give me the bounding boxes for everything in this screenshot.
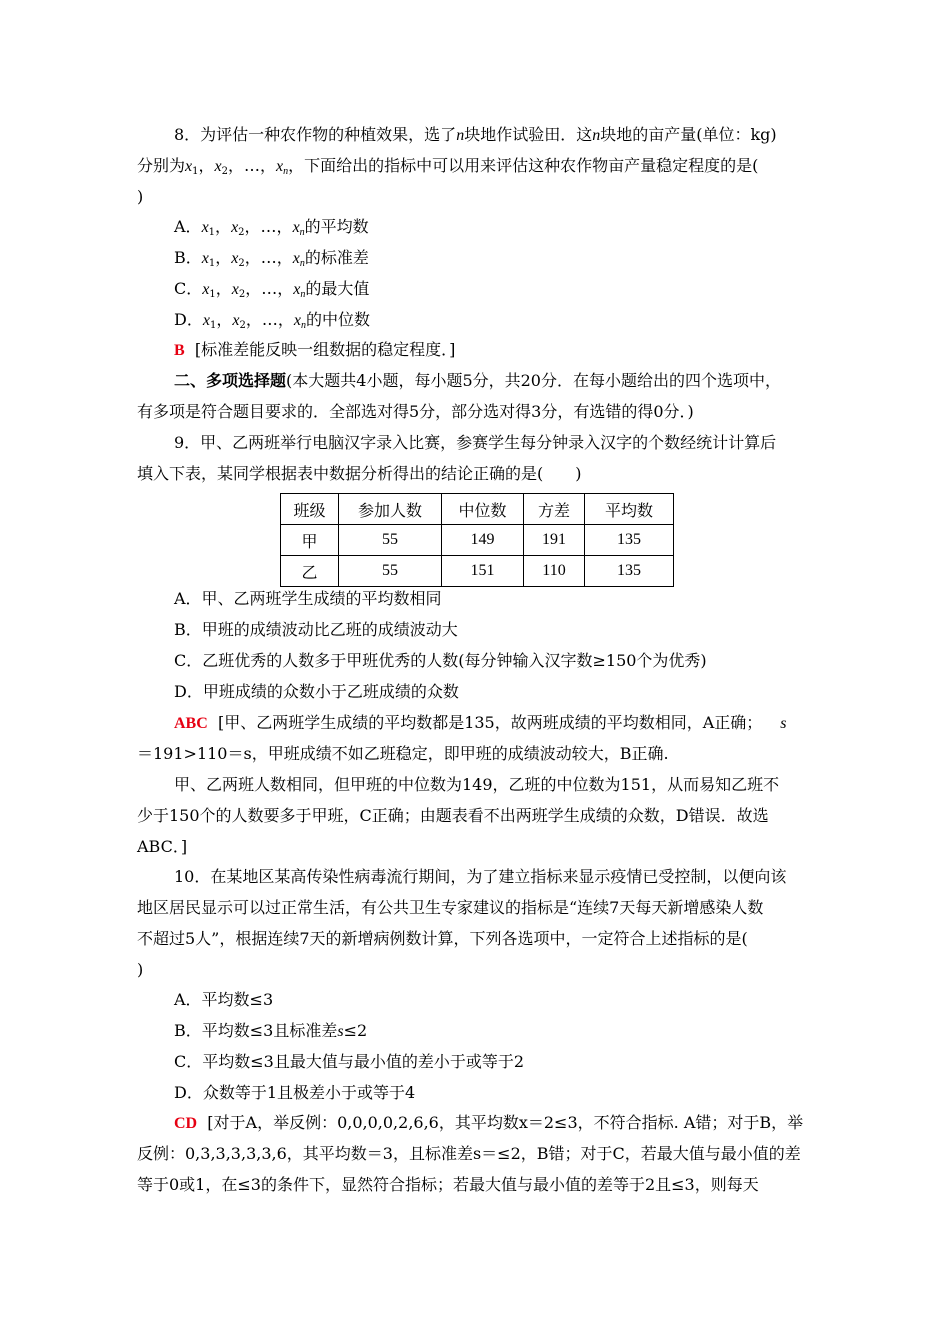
table-header-cell: 方差 bbox=[524, 494, 585, 525]
section2-desc-line-2: 有多项是符合题目要求的．全部选对得5分，部分选对得3分，有选错的得0分．) bbox=[137, 402, 694, 421]
q8-stem-line-2: 分别为$x_1$，$x_2$，…，$x_n$，下面给出的指标中可以用来评估这种农作物亩产量稳定程度的是( bbox=[137, 156, 759, 177]
q10-answer: CD [对于A，举反例：0,0,0,0,2,6,6，其平均数x＝2≤3，不符合指标. A错；对于B，举 bbox=[174, 1113, 804, 1132]
table-cell: 151 bbox=[442, 556, 524, 587]
q9-explanation-line-2: ＝191>110＝s，甲班成绩不如乙班稳定，即甲班的成绩波动较大，B正确. bbox=[137, 744, 669, 763]
q9-answer-letters: ABC bbox=[174, 715, 208, 732]
q10-explanation-line-3: 等于0或1，在≤3的条件下，显然符合指标；若最大值与最小值的差等于2且≤3，则每天 bbox=[137, 1175, 759, 1194]
table-header-cell: 中位数 bbox=[442, 494, 524, 525]
q8-option-a: A．$x_1$，$x_2$，…，$x_n$的平均数 bbox=[174, 217, 369, 238]
q9-stem-line-2: 填入下表，某同学根据表中数据分析得出的结论正确的是( ) bbox=[137, 464, 582, 483]
q8-stem-line-1: 8．为评估一种农作物的种植效果，选了n块地作试验田．这n块地的亩产量(单位：kg) bbox=[174, 125, 777, 144]
table-header-cell: 平均数 bbox=[585, 494, 674, 525]
q9-explanation-line-4: 少于150个的人数要多于甲班，C正确；由题表看不出两班学生成绩的众数，D错误．故选 bbox=[137, 806, 769, 825]
q10-option-a: A．平均数≤3 bbox=[174, 990, 274, 1009]
q10-stem-line-2: 地区居民显示可以过正常生活，有公共卫生专家建议的指标是“连续7天每天新增感染人数 bbox=[137, 898, 764, 917]
table-row bbox=[281, 525, 674, 556]
q8-answer-letter: B bbox=[174, 342, 185, 359]
section2-title: 二、多项选择题 bbox=[174, 371, 287, 390]
q10-answer-letters: CD bbox=[174, 1115, 198, 1132]
q10-option-b: B．平均数≤3且标准差s≤2 bbox=[174, 1021, 368, 1040]
q9-option-c: C．乙班优秀的人数多于甲班优秀的人数(每分钟输入汉字数≥150个为优秀) bbox=[174, 651, 707, 670]
q10-stem-line-3: 不超过5人”，根据连续7天的新增病例数计算，下列各选项中，一定符合上述指标的是( bbox=[137, 929, 748, 948]
q9-option-d: D．甲班成绩的众数小于乙班成绩的众数 bbox=[174, 682, 459, 701]
table-cell: 149 bbox=[442, 525, 524, 556]
section2-heading: 二、多项选择题(本大题共4小题，每小题5分，共20分．在每小题给出的四个选项中， bbox=[174, 371, 781, 390]
table-cell: 55 bbox=[339, 525, 442, 556]
q8-explanation: [标准差能反映一组数据的稳定程度．] bbox=[194, 340, 456, 359]
q9-option-a: A．甲、乙两班学生成绩的平均数相同 bbox=[174, 589, 442, 608]
q8-option-c: C．$x_1$，$x_2$，…，$x_n$的最大值 bbox=[174, 279, 370, 300]
q10-explanation-line-2: 反例：0,3,3,3,3,3,6，其平均数＝3，且标准差s＝≤2，B错；对于C，若最大值与最小值的差 bbox=[137, 1144, 801, 1163]
table-row bbox=[281, 556, 674, 587]
table-cell: 191 bbox=[524, 525, 585, 556]
q9-stem-line-1: 9．甲、乙两班举行电脑汉字录入比赛，参赛学生每分钟录入汉字的个数经统计计算后 bbox=[174, 433, 777, 452]
q10-option-d: D．众数等于1且极差小于或等于4 bbox=[174, 1083, 416, 1102]
q10-stem-line-4: ) bbox=[137, 960, 144, 979]
q8-stem-line-3: ) bbox=[137, 187, 144, 206]
table-cell: 乙 bbox=[281, 556, 339, 587]
q10-option-c: C．平均数≤3且最大值与最小值的差小于或等于2 bbox=[174, 1052, 525, 1071]
table-cell: 110 bbox=[524, 556, 585, 587]
q9-option-b: B．甲班的成绩波动比乙班的成绩波动大 bbox=[174, 620, 458, 639]
q9-explanation-line-3: 甲、乙两班人数相同，但甲班的中位数为149，乙班的中位数为151，从而易知乙班不 bbox=[174, 775, 780, 794]
table-cell: 甲 bbox=[281, 525, 339, 556]
q9-answer: ABC [甲、乙两班学生成绩的平均数都是135，故两班成绩的平均数相同，A正确； s bbox=[174, 713, 787, 732]
q10-stem-line-1: 10．在某地区某高传染性病毒流行期间，为了建立指标来显示疫情已受控制，以便向该 bbox=[174, 867, 787, 886]
table-header-cell: 参加人数 bbox=[339, 494, 442, 525]
q9-data-table bbox=[280, 493, 674, 587]
table-header-cell: 班级 bbox=[281, 494, 339, 525]
table-header-row bbox=[281, 494, 674, 525]
q9-explanation-line-5: ABC．] bbox=[137, 837, 188, 856]
q8-answer bbox=[174, 340, 817, 361]
q8-option-b: B．$x_1$，$x_2$，…，$x_n$的标准差 bbox=[174, 248, 369, 269]
table-cell: 135 bbox=[585, 525, 674, 556]
table-cell: 55 bbox=[339, 556, 442, 587]
table-cell: 135 bbox=[585, 556, 674, 587]
q8-option-d: D．$x_1$，$x_2$，…，$x_n$的中位数 bbox=[174, 310, 370, 331]
